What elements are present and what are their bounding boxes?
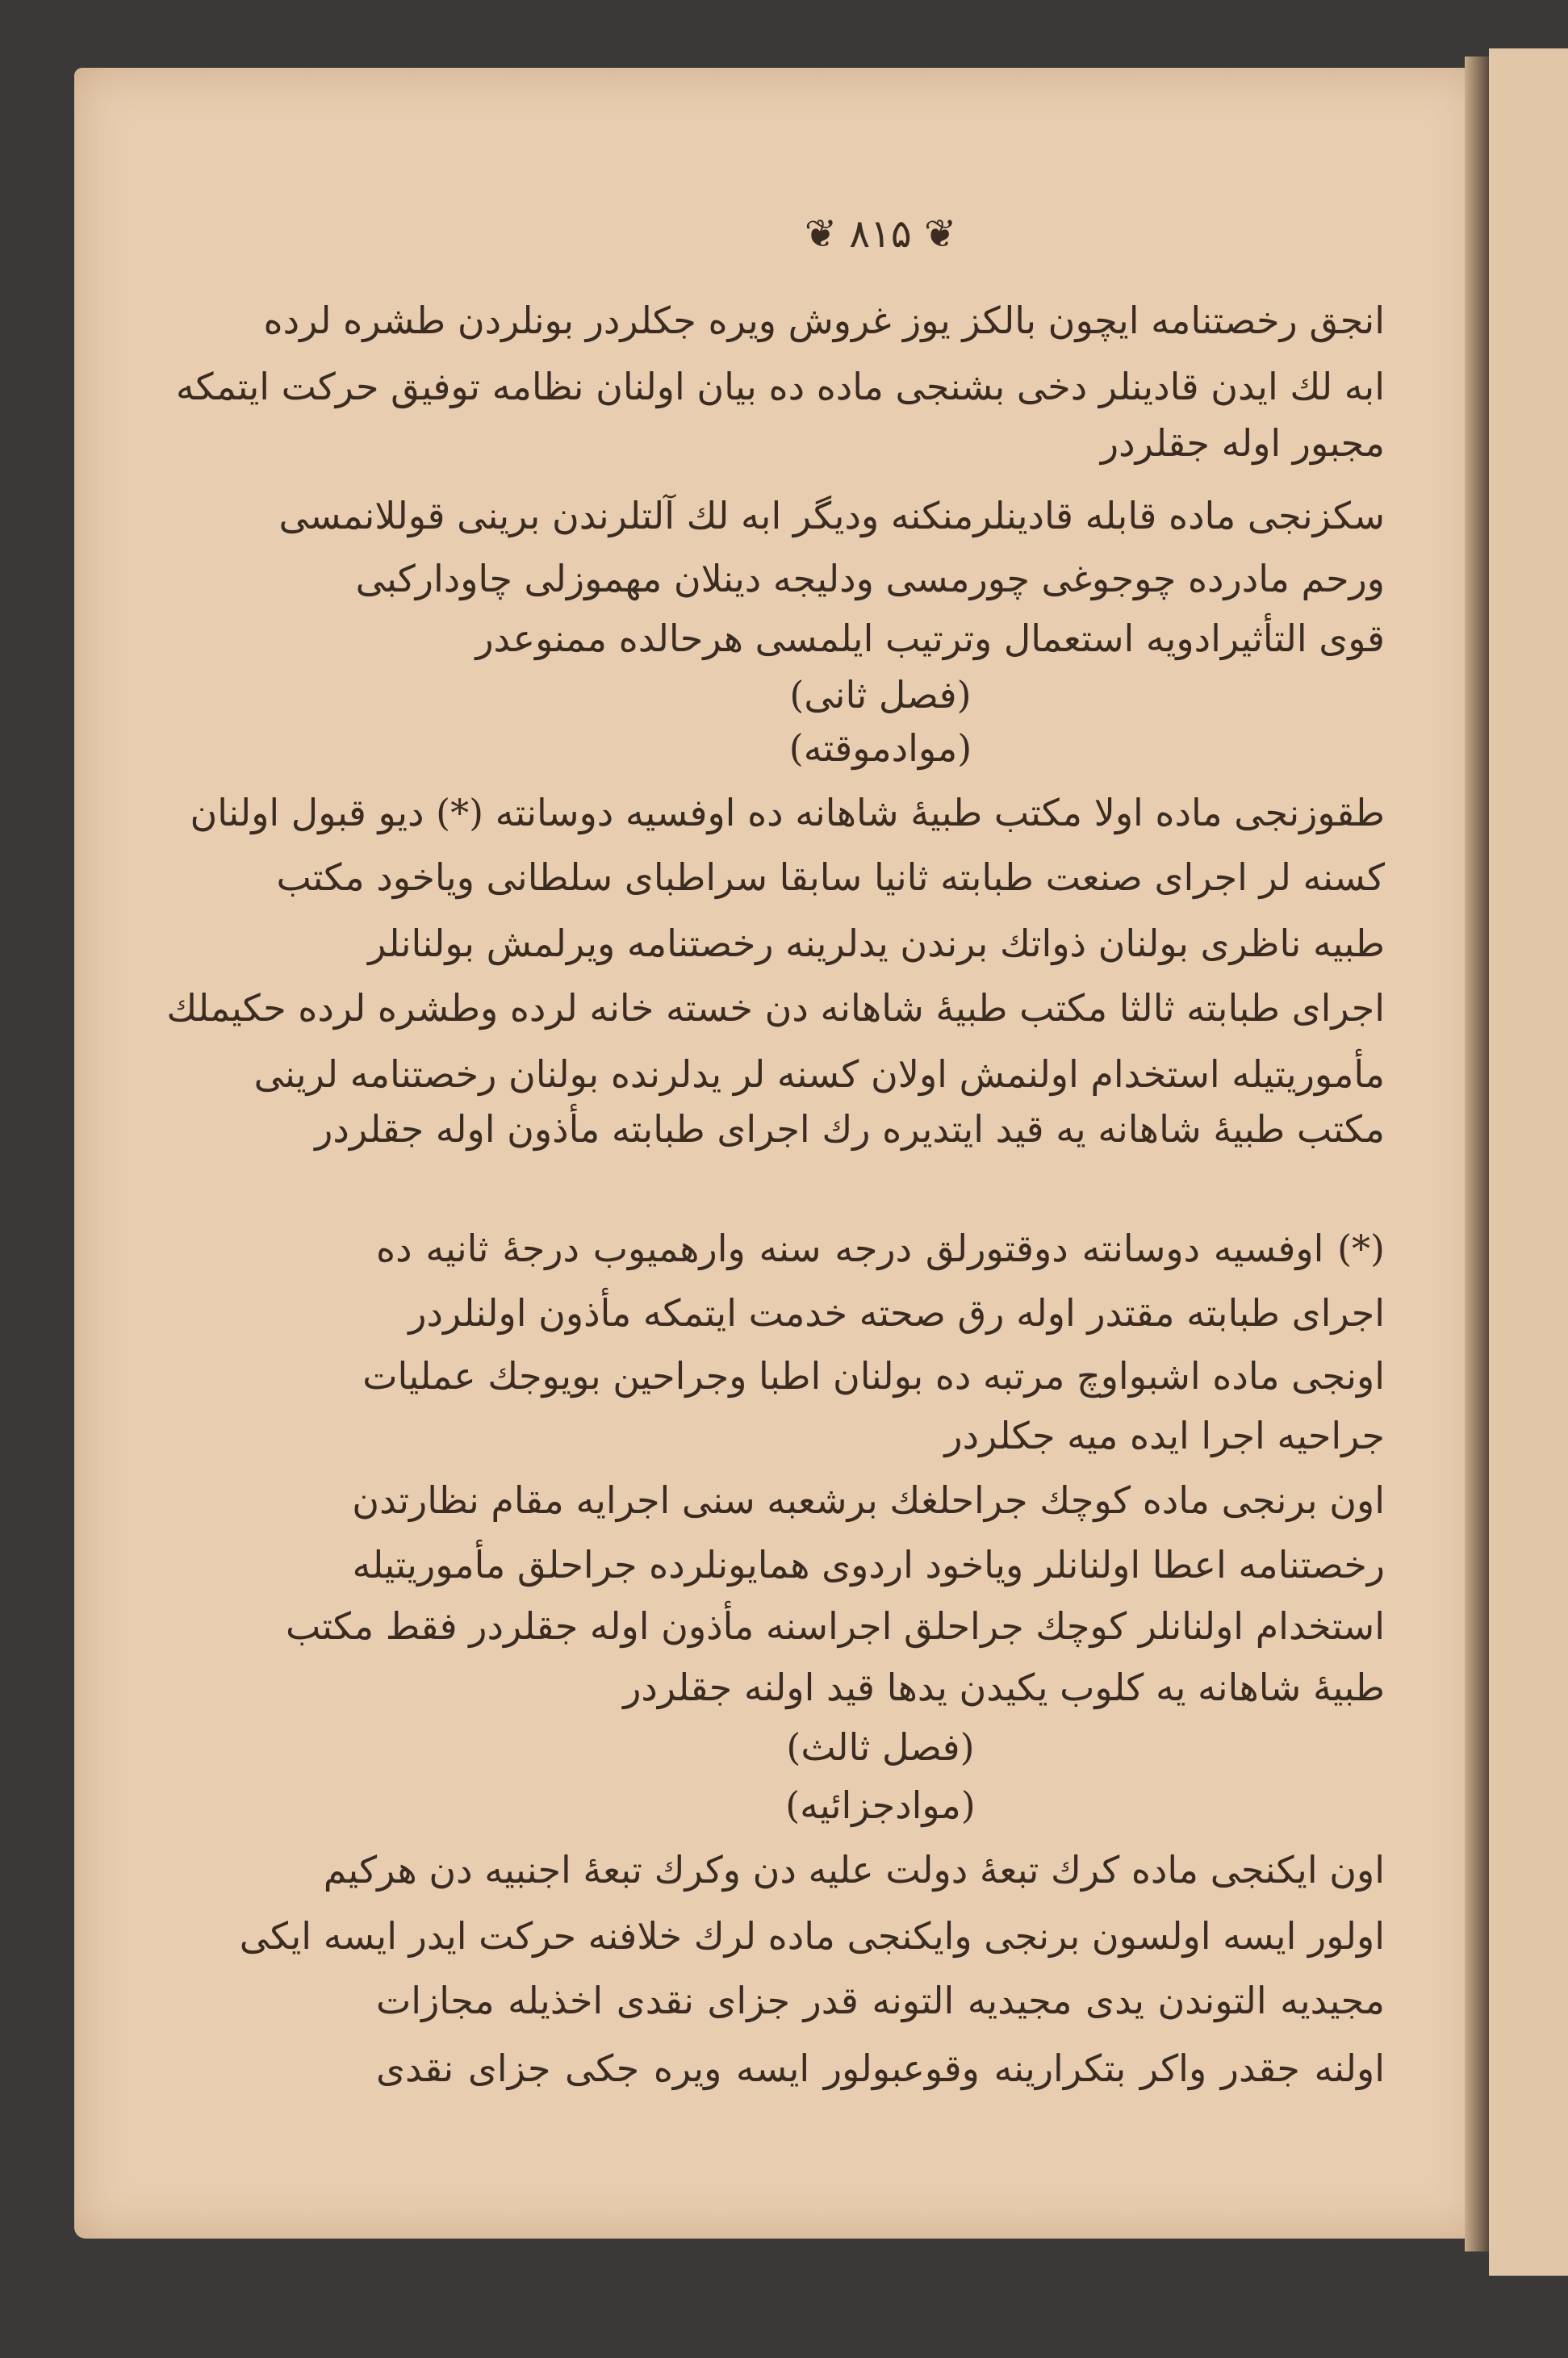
text-line: اجرای طبابته ثالثا مکتب طبیهٔ شاهانه دن خسته خانه لرده وطشره لرده حکیملك bbox=[166, 986, 1385, 1030]
text-line: اونجی ماده اشبواوچ مرتبه ده بولنان اطبا وجراحین بویوجك عملیات bbox=[362, 1354, 1385, 1398]
text-line: استخدام اولنانلر کوچك جراحلق اجراسنه مأذون اوله جقلردر فقط مکتب bbox=[285, 1604, 1385, 1648]
text-line: اون برنجی ماده کوچك جراحلغك برشعبه سنی اجرایه مقام نظارتدن bbox=[352, 1478, 1385, 1522]
text-line: ابه لك ایدن قادینلر دخی بشنجی ماده ده بیان اولنان نظامه توفیق حرکت ایتمکه bbox=[175, 365, 1385, 408]
section-heading: (فصل ثالث) bbox=[786, 1725, 975, 1769]
page-number: ۸۱۵ bbox=[849, 211, 912, 257]
text-line: طقوزنجی ماده اولا مکتب طبیهٔ شاهانه ده اوفسیه دوسانته (*) دیو قبول اولنان bbox=[190, 791, 1385, 834]
section-heading: (فصل ثانی) bbox=[789, 673, 972, 717]
text-line: مکتب طبیهٔ شاهانه یه قید ایتدیره رك اجرای طبابته مأذون اوله جقلردر bbox=[315, 1107, 1385, 1151]
text-line: جراحیه اجرا ایده میه جکلردر bbox=[944, 1414, 1385, 1457]
text-line: کسنه لر اجرای صنعت طبابته ثانیا سابقا سراطبای سلطانی ویاخود مکتب bbox=[276, 855, 1385, 899]
text-line: اولنه جقدر واکر بتکرارینه وقوعبولور ایسه ویره جکی جزای نقدی bbox=[376, 2047, 1385, 2090]
text-line: طبیهٔ شاهانه یه کلوب یکیدن یدها قید اولنه جقلردر bbox=[623, 1666, 1385, 1709]
footnote-line: اجرای طبابته مقتدر اوله رق صحته خدمت ایتمکه مأذون اولنلردر bbox=[408, 1291, 1385, 1335]
footnote-line: (*) اوفسیه دوسانته دوقتورلق درجه سنه وارهمیوب درجهٔ ثانیه ده bbox=[376, 1227, 1385, 1270]
text-line: اولور ایسه اولسون برنجی وایکنجی ماده لرك خلافنه حرکت ایدر ایسه ایکی bbox=[239, 1914, 1385, 1958]
ornament-right: ❦ bbox=[923, 211, 957, 257]
text-line: ورحم مادرده چوجوغی چورمسی ودلیجه دینلان مهموزلی چاودارکبی bbox=[355, 557, 1385, 600]
text-line: مجیدیه التوندن یدی مجیدیه التونه قدر جزای نقدی اخذیله مجازات bbox=[376, 1979, 1385, 2022]
text-line: مأموریتیله استخدام اولنمش اولان کسنه لر یدلرنده بولنان رخصتنامه لرینی bbox=[253, 1052, 1385, 1096]
page-header bbox=[376, 211, 1385, 257]
text-line: اون ایکنجی ماده کرك تبعهٔ دولت علیه دن وکرك تبعهٔ اجنبیه دن هرکیم bbox=[323, 1848, 1385, 1892]
adjacent-page-edge bbox=[1489, 48, 1568, 2276]
text-line: رخصتنامه اعطا اولنانلر ویاخود اردوی همایونلرده جراحلق مأموریتیله bbox=[352, 1543, 1385, 1587]
section-subheading: (موادجزائیه) bbox=[785, 1783, 976, 1827]
text-line: قوی التأثیرادویه استعمال وترتیب ایلمسی هرحالده ممنوعدر bbox=[475, 617, 1385, 660]
text-line: انجق رخصتنامه ایچون بالکز یوز غروش ویره جکلردر بونلردن طشره لرده bbox=[263, 299, 1385, 342]
page-gutter bbox=[1465, 56, 1489, 2251]
section-subheading: (موادموقته) bbox=[788, 726, 972, 770]
text-line: سکزنجی ماده قابله قادینلرمنکنه ودیگر ابه لك آلتلرندن برینی قوللانمسی bbox=[278, 494, 1385, 537]
ornament-left: ❦ bbox=[804, 211, 838, 257]
text-line: مجبور اوله جقلردر bbox=[1100, 421, 1385, 465]
text-line: طبیه ناظری بولنان ذواتك برندن یدلرینه رخصتنامه ویرلمش بولنانلر bbox=[368, 922, 1385, 965]
